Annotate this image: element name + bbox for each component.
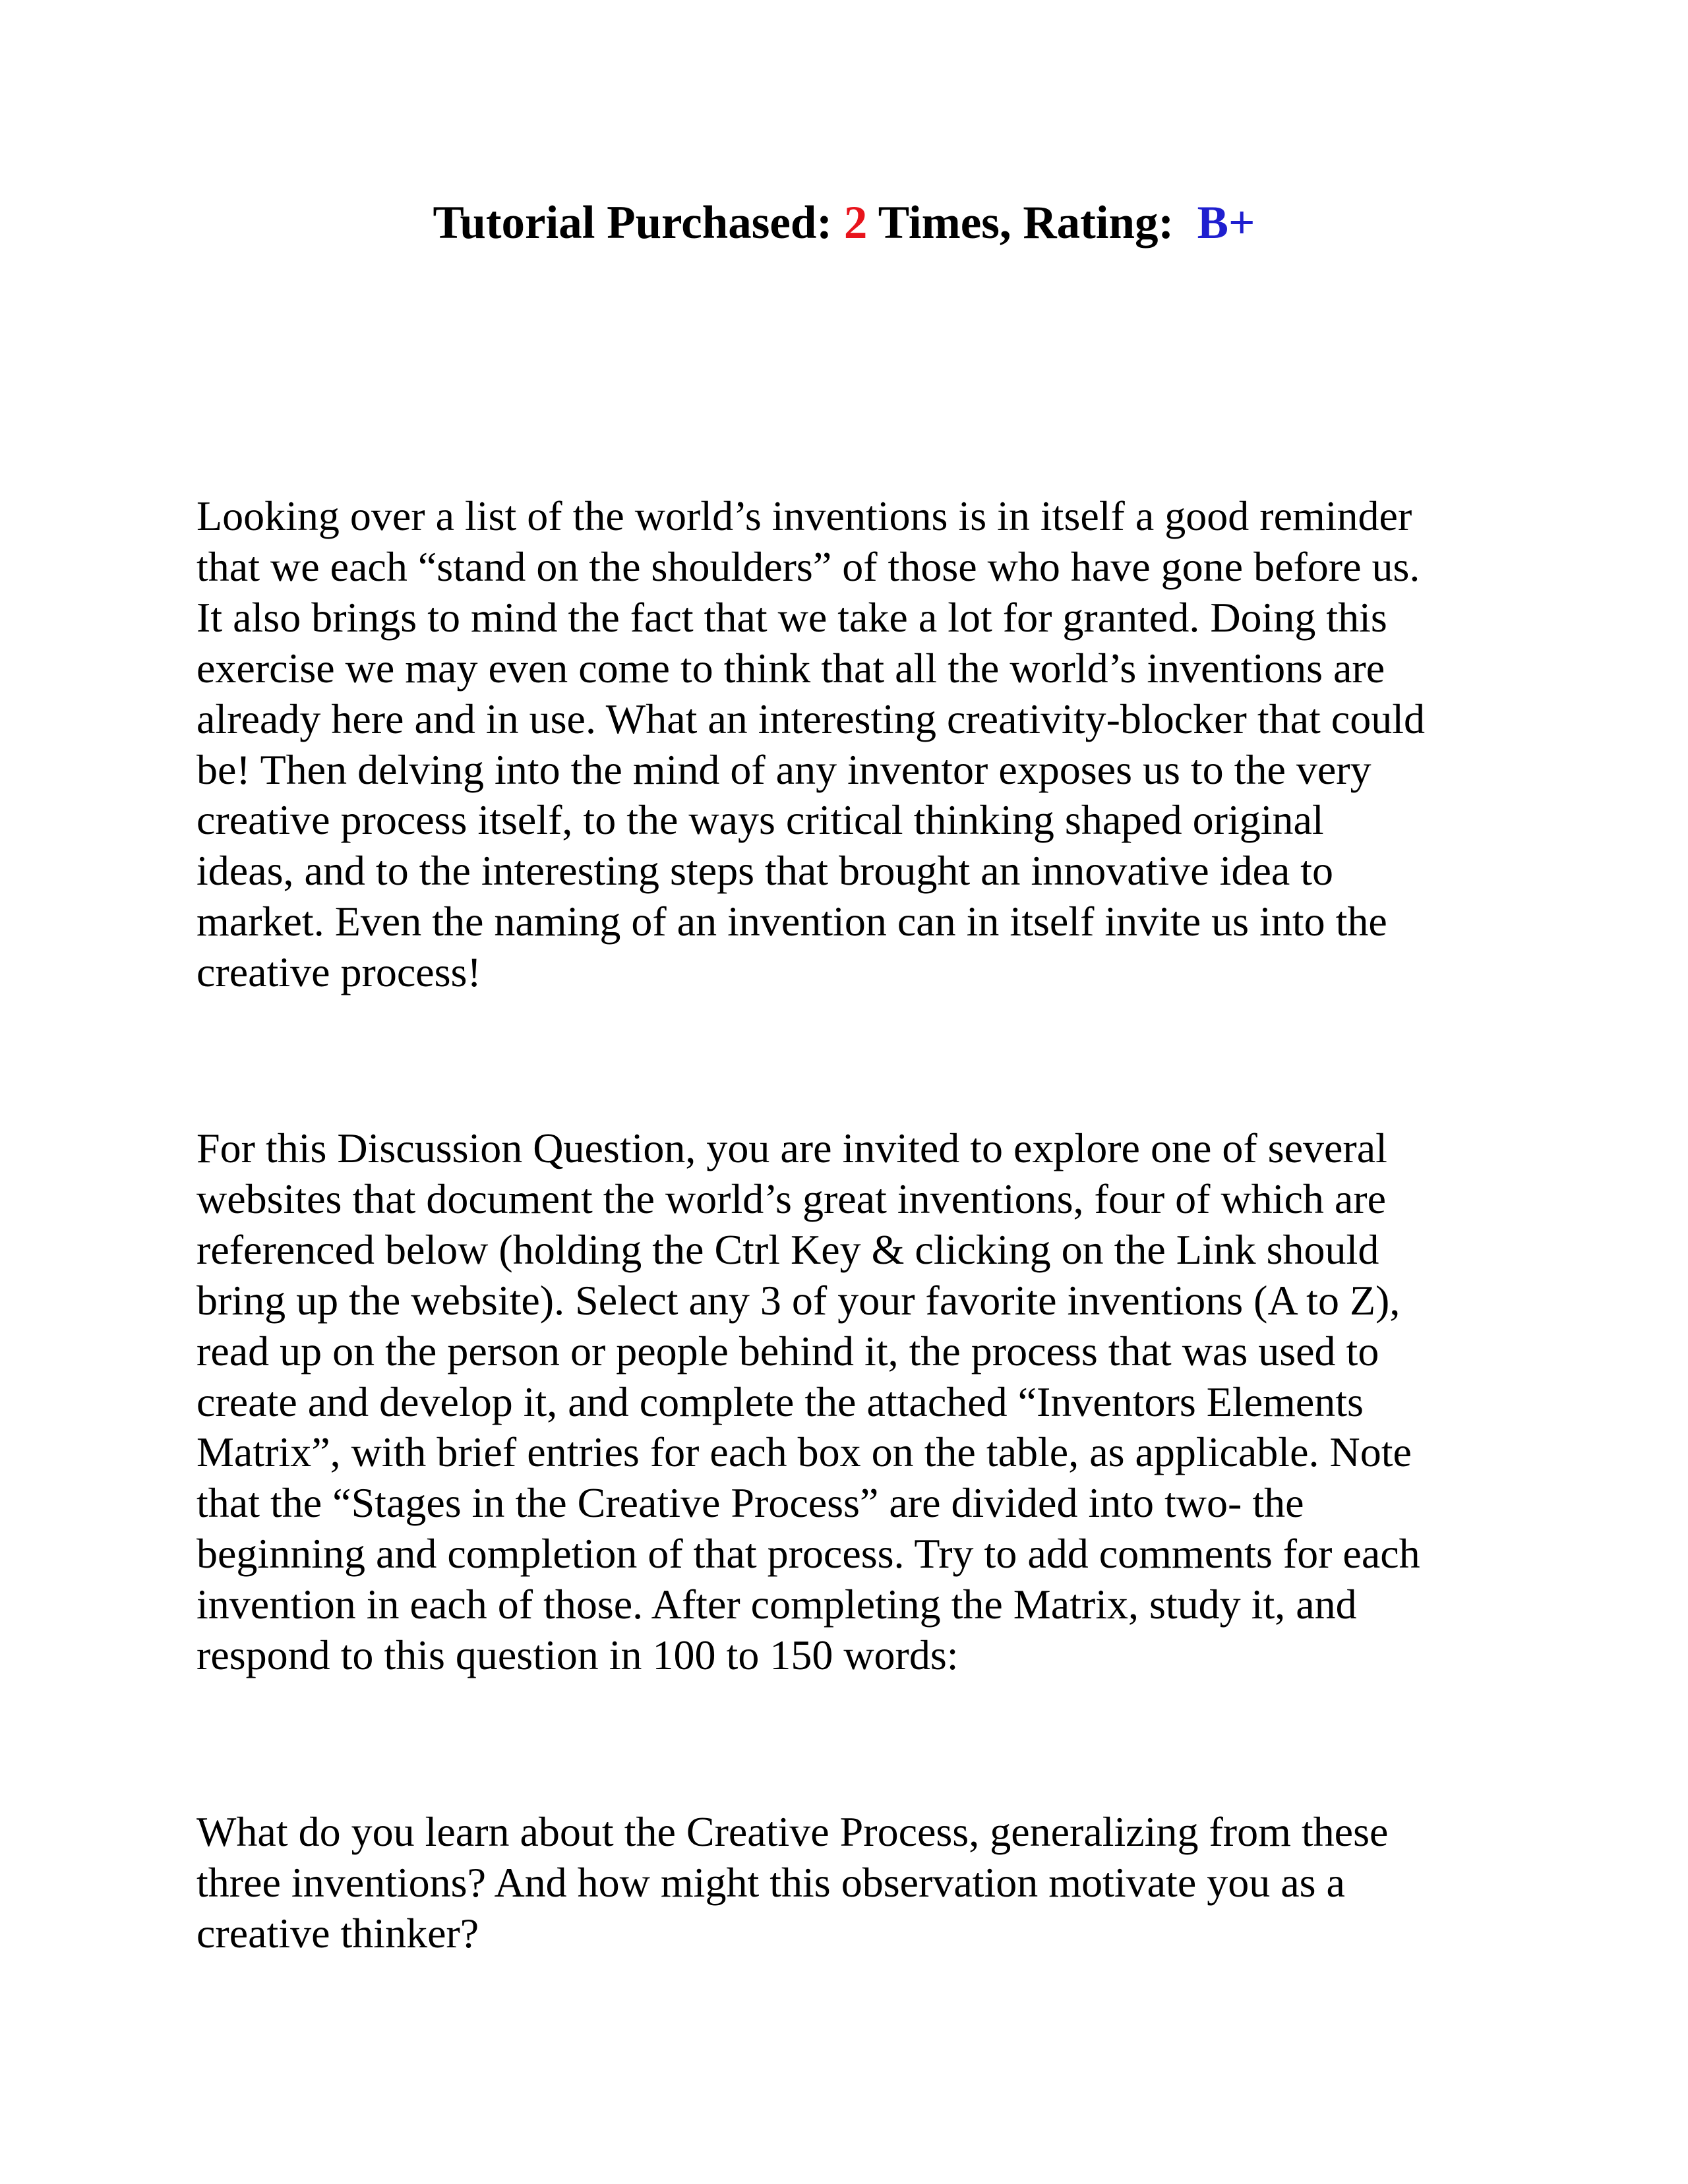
text-line: respond to this question in 100 to 150 words: (196, 1632, 959, 1679)
text-line: websites that document the world’s great inventions, four of which are (196, 1175, 1386, 1222)
text-line: Looking over a list of the world’s inventions is in itself a good reminder (196, 492, 1412, 539)
text-line: read up on the person or people behind it, the process that was used to (196, 1327, 1379, 1374)
paragraph-discussion-instructions (196, 1123, 1495, 1681)
text-line: Matrix”, with brief entries for each box on the table, as applicable. Note (196, 1429, 1412, 1476)
text-line: creative process itself, to the ways critical thinking shaped original (196, 796, 1324, 844)
text-line: exercise we may even come to think that all the world’s inventions are (196, 644, 1385, 692)
page-title (0, 190, 1688, 256)
text-line: that the “Stages in the Creative Process” are divided into two- the (196, 1479, 1304, 1527)
text-line: referenced below (holding the Ctrl Key & clicking on the Link should (196, 1225, 1379, 1273)
paragraph-inventions-intro (196, 491, 1495, 998)
rating-grade: B+ (1197, 197, 1255, 249)
text-line: creative thinker? (196, 1909, 479, 1957)
purchase-count: 2 (843, 197, 868, 249)
text-line: be! Then delving into the mind of any inventor exposes us to the very (196, 746, 1372, 793)
text-line: beginning and completion of that process. Try to add comments for each (196, 1530, 1420, 1578)
text-line: creative process! (196, 949, 481, 996)
text-line: create and develop it, and complete the attached “Inventors Elements (196, 1378, 1364, 1425)
text-line: that we each “stand on the shoulders” of those who have gone before us. (196, 543, 1420, 590)
title-prefix: Tutorial Purchased: (433, 197, 833, 249)
text-line: invention in each of those. After completing the Matrix, study it, and (196, 1581, 1357, 1628)
text-line: market. Even the naming of an invention can in itself invite us into the (196, 898, 1387, 945)
text-line: three inventions? And how might this observation motivate you as a (196, 1858, 1345, 1906)
text-line: already here and in use. What an interesting creativity-blocker that could (196, 695, 1425, 742)
text-line: What do you learn about the Creative Process, generalizing from these (196, 1808, 1389, 1855)
title-middle: Times, Rating: (878, 197, 1174, 249)
text-line: For this Discussion Question, you are invited to explore one of several (196, 1125, 1387, 1171)
text-line: bring up the website). Select any 3 of your favorite inventions (A to Z), (196, 1276, 1401, 1324)
text-line: ideas, and to the interesting steps that brought an innovative idea to (196, 847, 1334, 895)
paragraph-discussion-question (196, 1807, 1495, 1959)
text-line: It also brings to mind the fact that we take a lot for granted. Doing this (196, 593, 1387, 641)
